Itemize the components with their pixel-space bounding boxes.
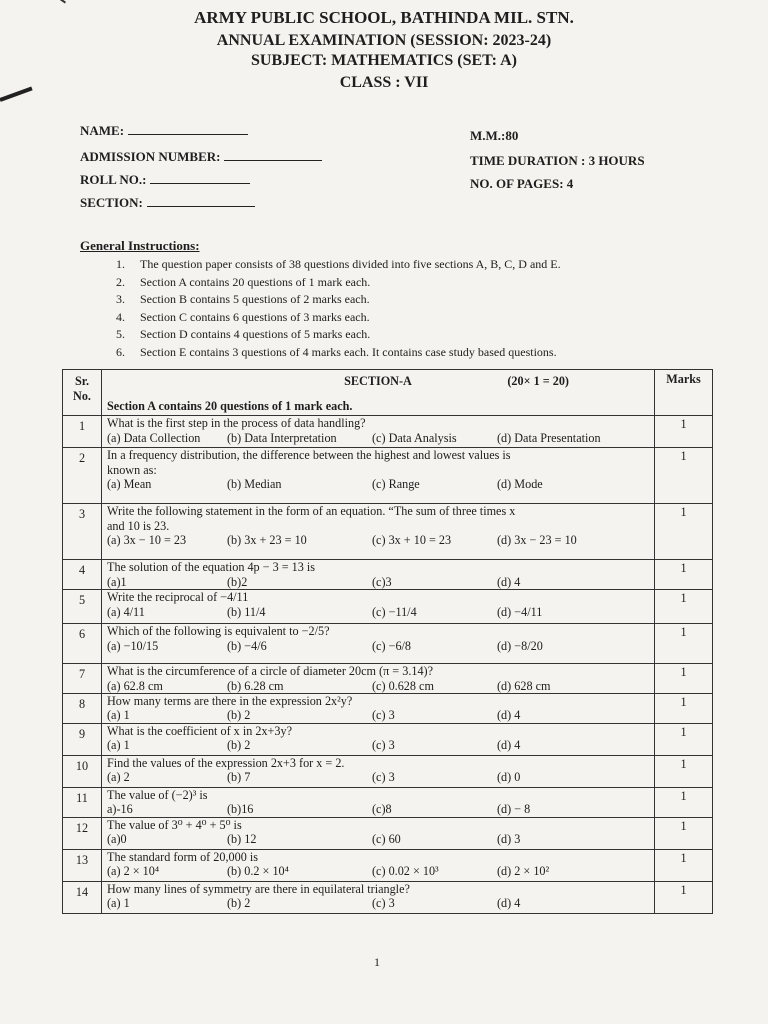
answer-option: (c) 60: [372, 832, 401, 846]
name-blank: [128, 122, 248, 135]
instruction-item: 5. Section D contains 4 questions of 5 marks each.: [116, 327, 371, 342]
question-text: What is the coefficient of x in 2x+3y?: [107, 723, 293, 738]
answer-option: (d) 3: [497, 832, 521, 846]
answer-option: (d) 4: [497, 708, 521, 722]
answer-option: (b)2: [227, 574, 248, 589]
answer-option: (c) 3: [372, 770, 395, 784]
question-marks: 1: [655, 504, 713, 560]
answer-option: (d) Data Presentation: [497, 430, 601, 445]
question-marks: 1: [655, 560, 713, 590]
answer-option: (b) Data Interpretation: [227, 430, 337, 445]
answer-option: (c) 3: [372, 708, 395, 722]
options-row: [107, 770, 649, 784]
question-cell: [102, 723, 655, 755]
question-row: [63, 416, 713, 448]
answer-option: (a) 1: [107, 738, 130, 752]
question-marks: 1: [655, 693, 713, 723]
answer-option: (c) 0.628 cm: [372, 678, 434, 693]
max-marks: M.M.:80: [470, 128, 519, 143]
question-row: [63, 723, 713, 755]
question-number: 9: [63, 723, 102, 755]
answer-option: (b)16: [227, 802, 254, 816]
name-label: NAME:: [80, 123, 125, 138]
question-cell: [102, 416, 655, 448]
question-cell: [102, 693, 655, 723]
answer-option: (d) −8/20: [497, 638, 543, 653]
roll-label: ROLL NO.:: [80, 172, 147, 187]
question-cell: [102, 504, 655, 560]
answer-option: (a) −10/15: [107, 638, 159, 653]
answer-option: (b) 2: [227, 708, 251, 722]
question-number: 5: [63, 590, 102, 624]
answer-option: (c) Range: [372, 477, 420, 491]
marks-header: Marks: [655, 370, 713, 416]
admission-blank: [224, 148, 322, 161]
question-row: [63, 693, 713, 723]
section-a-subtitle: Section A contains 20 questions of 1 mark each.: [107, 398, 353, 413]
page-number: 1: [374, 955, 380, 969]
question-text: What is the circumference of a circle of diameter 20cm (π = 3.14)?: [107, 664, 434, 678]
options-row: [107, 679, 649, 693]
question-row: [63, 817, 713, 849]
answer-option: (b) 0.2 × 10⁴: [227, 864, 289, 878]
question-number: 2: [63, 448, 102, 504]
question-number: 10: [63, 755, 102, 787]
admission-field: [80, 148, 322, 165]
question-marks: 1: [655, 755, 713, 787]
answer-option: (b) 3x + 23 = 10: [227, 533, 307, 547]
answer-option: (a) Mean: [107, 477, 152, 491]
question-text: Write the reciprocal of −4/11: [107, 590, 249, 604]
answer-option: (c) 3: [372, 738, 395, 752]
options-row: [107, 802, 649, 816]
options-row: [107, 533, 649, 547]
answer-option: (d) 628 cm: [497, 678, 551, 693]
question-table: [62, 369, 713, 914]
section-blank: [147, 194, 255, 207]
question-text: What is the first step in the process of data handling?: [107, 416, 366, 430]
answer-option: (a) 62.8 cm: [107, 678, 163, 693]
question-marks: 1: [655, 624, 713, 664]
instructions-title: General Instructions:: [80, 238, 200, 253]
instruction-item: 6. Section E contains 3 questions of 4 marks each. It contains case study based questions.: [116, 344, 557, 359]
question-text: In a frequency distribution, the difference between the highest and lowest values is: [107, 448, 511, 462]
answer-option: (d) 0: [497, 770, 521, 784]
answer-option: (a) 1: [107, 896, 130, 910]
question-row: [63, 755, 713, 787]
answer-option: (a) 2 × 10⁴: [107, 864, 160, 878]
answer-option: (d) − 8: [497, 802, 531, 816]
question-text: Write the following statement in the form of an equation. “The sum of three times x: [107, 504, 516, 518]
question-cell: [102, 590, 655, 624]
section-label: SECTION:: [80, 195, 143, 210]
question-number: 11: [63, 787, 102, 817]
answer-option: (a) 2: [107, 770, 130, 784]
name-field: [80, 122, 248, 139]
instruction-item: 1. The question paper consists of 38 questions divided into five sections A, B, C, D and E.: [116, 257, 561, 271]
answer-option: (d) 4: [497, 574, 521, 589]
answer-option: (d) Mode: [497, 477, 543, 491]
answer-option: (a) 3x − 10 = 23: [107, 533, 187, 547]
question-text: Find the values of the expression 2x+3 for x = 2.: [107, 755, 345, 770]
question-number: 13: [63, 849, 102, 881]
question-row: [63, 504, 713, 560]
question-text: Which of the following is equivalent to −2/5?: [107, 624, 330, 638]
answer-option: (b) 2: [227, 738, 251, 752]
question-row: [63, 787, 713, 817]
school-name: ARMY PUBLIC SCHOOL, BATHINDA MIL. STN.: [194, 8, 574, 27]
options-row: [107, 575, 649, 589]
question-marks: 1: [655, 849, 713, 881]
answer-option: (d) 4: [497, 738, 521, 752]
question-text: The value of 3⁰ + 4⁰ + 5⁰ is: [107, 817, 242, 832]
answer-option: (a) Data Collection: [107, 430, 201, 445]
question-cell: [102, 787, 655, 817]
options-row: [107, 896, 649, 910]
question-text-continued: and 10 is 23.: [107, 518, 170, 533]
instruction-item: 4. Section C contains 6 questions of 3 marks each.: [116, 309, 370, 324]
admission-label: ADMISSION NUMBER:: [80, 149, 221, 164]
section-field: [80, 194, 255, 211]
question-text: How many terms are there in the expression 2x²y?: [107, 693, 353, 708]
class-title: CLASS : VII: [339, 74, 429, 91]
roll-blank: [150, 171, 250, 184]
question-cell: [102, 560, 655, 590]
instruction-item: 2. Section A contains 20 questions of 1 mark each.: [116, 274, 371, 289]
answer-option: (c) −11/4: [372, 604, 417, 619]
question-number: 6: [63, 624, 102, 664]
question-row: [63, 624, 713, 664]
answer-option: (c) −6/8: [372, 638, 412, 653]
answer-option: (a)0: [107, 832, 127, 846]
question-marks: 1: [655, 416, 713, 448]
subject-title: SUBJECT: MATHEMATICS (SET: A): [251, 52, 517, 69]
roll-field: [80, 171, 250, 188]
answer-option: (b) Median: [227, 477, 282, 491]
answer-option: a)-16: [107, 802, 133, 816]
answer-option: (c) Data Analysis: [372, 430, 457, 445]
question-number: 1: [63, 416, 102, 448]
question-row: [63, 664, 713, 694]
answer-option: (d) 3x − 23 = 10: [497, 533, 577, 547]
question-marks: 1: [655, 787, 713, 817]
question-row: [63, 590, 713, 624]
section-a-title: SECTION-A: [344, 374, 412, 388]
options-row: [107, 477, 649, 491]
pen-tick: [60, 0, 66, 4]
exam-title: ANNUAL EXAMINATION (SESSION: 2023-24): [216, 32, 552, 49]
answer-option: (b) 2: [227, 896, 251, 910]
question-row: [63, 849, 713, 881]
question-marks: 1: [655, 664, 713, 694]
question-cell: [102, 448, 655, 504]
question-cell: [102, 881, 655, 913]
question-text: The standard form of 20,000 is: [107, 849, 258, 864]
options-row: [107, 605, 649, 619]
section-a-marks: (20× 1 = 20): [507, 374, 569, 388]
answer-option: (c) 0.02 × 10³: [372, 864, 439, 878]
question-marks: 1: [655, 881, 713, 913]
question-cell: [102, 755, 655, 787]
answer-option: (b) 12: [227, 832, 257, 846]
question-cell: [102, 817, 655, 849]
section-a-header-row: [63, 370, 713, 416]
answer-option: (d) 4: [497, 896, 521, 910]
question-number: 4: [63, 560, 102, 590]
question-number: 7: [63, 664, 102, 694]
question-marks: 1: [655, 723, 713, 755]
question-number: 12: [63, 817, 102, 849]
question-cell: [102, 624, 655, 664]
answer-option: (a) 4/11: [107, 604, 145, 619]
answer-option: (a)1: [107, 574, 127, 589]
question-text: The solution of the equation 4p − 3 = 13 is: [107, 560, 316, 574]
answer-option: (c) 3x + 10 = 23: [372, 533, 452, 547]
question-marks: 1: [655, 817, 713, 849]
options-row: [107, 832, 649, 846]
question-cell: [102, 849, 655, 881]
instruction-item: 3. Section B contains 5 questions of 2 marks each.: [116, 292, 370, 307]
sr-no-header: Sr. No.: [63, 370, 102, 416]
options-row: [107, 639, 649, 653]
section-a-heading: [102, 370, 655, 416]
question-row: [63, 448, 713, 504]
answer-option: (d) 2 × 10²: [497, 864, 550, 878]
question-number: 8: [63, 693, 102, 723]
question-marks: 1: [655, 590, 713, 624]
no-of-pages: NO. OF PAGES: 4: [470, 176, 574, 191]
time-duration: TIME DURATION : 3 HOURS: [470, 153, 645, 168]
question-text-continued: known as:: [107, 462, 157, 477]
question-number: 3: [63, 504, 102, 560]
options-row: [107, 431, 649, 445]
answer-option: (b) 6.28 cm: [227, 678, 284, 693]
question-cell: [102, 664, 655, 694]
question-row: [63, 560, 713, 590]
answer-option: (b) 11/4: [227, 604, 266, 619]
question-text: How many lines of symmetry are there in equilateral triangle?: [107, 881, 410, 896]
answer-option: (c)3: [372, 574, 392, 589]
answer-option: (c) 3: [372, 896, 395, 910]
question-marks: 1: [655, 448, 713, 504]
options-row: [107, 708, 649, 722]
answer-option: (d) −4/11: [497, 604, 543, 619]
options-row: [107, 864, 649, 878]
instructions-list: [116, 256, 696, 362]
answer-option: (b) 7: [227, 770, 251, 784]
answer-option: (a) 1: [107, 708, 130, 722]
answer-option: (b) −4/6: [227, 638, 267, 653]
question-row: [63, 881, 713, 913]
answer-option: (c)8: [372, 802, 392, 816]
question-number: 14: [63, 881, 102, 913]
options-row: [107, 738, 649, 752]
question-text: The value of (−2)³ is: [107, 787, 208, 802]
